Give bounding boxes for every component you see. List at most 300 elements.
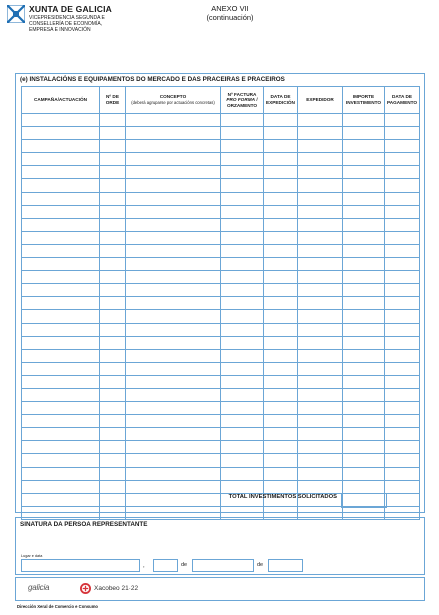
table-cell[interactable] xyxy=(100,441,126,454)
table-cell[interactable] xyxy=(343,467,385,480)
table-cell[interactable] xyxy=(221,127,264,140)
table-row xyxy=(22,127,420,140)
table-cell[interactable] xyxy=(343,166,385,179)
total-amount-field[interactable] xyxy=(341,493,387,508)
table-cell[interactable] xyxy=(22,284,100,297)
table-cell[interactable] xyxy=(221,166,264,179)
table-cell[interactable] xyxy=(385,284,420,297)
table-cell[interactable] xyxy=(343,428,385,441)
table-cell[interactable] xyxy=(126,244,221,257)
table-cell[interactable] xyxy=(385,153,420,166)
col-issue-date: DATA DE EXPEDICIÓN xyxy=(264,87,298,114)
table-cell[interactable] xyxy=(100,375,126,388)
org-department: VICEPRESIDENCIA SEGUNDA E CONSELLERÍA DE ECONOMÍA, EMPRESA E INNOVACIÓN xyxy=(29,15,105,33)
table-cell[interactable] xyxy=(126,258,221,271)
table-row xyxy=(22,218,420,231)
table-row xyxy=(22,362,420,375)
table-cell[interactable] xyxy=(22,349,100,362)
table-cell[interactable] xyxy=(298,127,343,140)
table-cell[interactable] xyxy=(126,192,221,205)
table-cell[interactable] xyxy=(100,231,126,244)
table-cell[interactable] xyxy=(126,271,221,284)
xunta-emblem-icon xyxy=(7,5,25,23)
table-cell[interactable] xyxy=(298,428,343,441)
table-cell[interactable] xyxy=(100,310,126,323)
table-cell[interactable] xyxy=(298,323,343,336)
xunta-logo xyxy=(7,4,117,34)
table-cell[interactable] xyxy=(100,415,126,428)
table-cell[interactable] xyxy=(298,402,343,415)
table-cell[interactable] xyxy=(100,179,126,192)
table-cell[interactable] xyxy=(385,218,420,231)
table-cell[interactable] xyxy=(264,402,298,415)
table-cell[interactable] xyxy=(100,244,126,257)
table-cell[interactable] xyxy=(221,388,264,401)
table-cell[interactable] xyxy=(221,218,264,231)
table-cell[interactable] xyxy=(221,271,264,284)
table-cell[interactable] xyxy=(100,284,126,297)
table-cell[interactable] xyxy=(343,114,385,127)
table-row xyxy=(22,467,420,480)
table-cell[interactable] xyxy=(385,310,420,323)
table-cell[interactable] xyxy=(385,271,420,284)
table-cell[interactable] xyxy=(221,362,264,375)
table-row xyxy=(22,192,420,205)
table-row xyxy=(22,480,420,493)
table-row xyxy=(22,336,420,349)
table-cell[interactable] xyxy=(385,428,420,441)
table-cell[interactable] xyxy=(126,336,221,349)
table-cell[interactable] xyxy=(298,140,343,153)
table-cell[interactable] xyxy=(298,231,343,244)
table-cell[interactable] xyxy=(264,192,298,205)
table-cell[interactable] xyxy=(343,402,385,415)
table-cell[interactable] xyxy=(298,258,343,271)
table-row xyxy=(22,323,420,336)
section-title: (e) INSTALACIÓNS E EQUIPAMENTOS DO MERCADO E DAS PRACEIRAS E PRACEIROS xyxy=(20,76,285,83)
table-cell[interactable] xyxy=(343,454,385,467)
table-cell[interactable] xyxy=(343,179,385,192)
table-cell[interactable] xyxy=(343,441,385,454)
table-cell[interactable] xyxy=(298,166,343,179)
table-cell[interactable] xyxy=(22,205,100,218)
place-field[interactable] xyxy=(21,559,140,572)
xacobeo-logo-text: Xacobeo 21·22 xyxy=(94,585,139,592)
table-cell[interactable] xyxy=(343,297,385,310)
table-cell[interactable] xyxy=(100,467,126,480)
table-cell[interactable] xyxy=(264,258,298,271)
table-cell[interactable] xyxy=(298,388,343,401)
table-cell[interactable] xyxy=(343,205,385,218)
table-cell[interactable] xyxy=(100,388,126,401)
table-row xyxy=(22,349,420,362)
table-row xyxy=(22,284,420,297)
table-cell[interactable] xyxy=(22,493,100,506)
table-cell[interactable] xyxy=(126,284,221,297)
table-cell[interactable] xyxy=(22,336,100,349)
table-cell[interactable] xyxy=(100,349,126,362)
table-cell[interactable] xyxy=(221,153,264,166)
table-cell[interactable] xyxy=(385,480,420,493)
table-cell[interactable] xyxy=(22,271,100,284)
galicia-logo: galicia xyxy=(28,583,50,592)
table-cell[interactable] xyxy=(264,127,298,140)
table-cell[interactable] xyxy=(343,388,385,401)
table-cell[interactable] xyxy=(100,153,126,166)
table-cell[interactable] xyxy=(221,192,264,205)
table-row xyxy=(22,244,420,257)
table-cell[interactable] xyxy=(343,140,385,153)
table-cell[interactable] xyxy=(100,362,126,375)
table-cell[interactable] xyxy=(264,323,298,336)
table-cell[interactable] xyxy=(385,388,420,401)
table-cell[interactable] xyxy=(221,454,264,467)
table-cell[interactable] xyxy=(264,297,298,310)
table-cell[interactable] xyxy=(264,166,298,179)
de-label-2: de xyxy=(257,562,264,568)
table-cell[interactable] xyxy=(264,231,298,244)
table-cell[interactable] xyxy=(343,192,385,205)
table-cell[interactable] xyxy=(264,205,298,218)
table-row xyxy=(22,258,420,271)
table-cell[interactable] xyxy=(221,349,264,362)
table-cell[interactable] xyxy=(343,415,385,428)
table-cell[interactable] xyxy=(126,480,221,493)
xacobeo-emblem-icon xyxy=(80,583,91,594)
table-cell[interactable] xyxy=(343,153,385,166)
table-cell[interactable] xyxy=(221,480,264,493)
table-cell[interactable] xyxy=(22,362,100,375)
table-cell[interactable] xyxy=(264,388,298,401)
table-cell[interactable] xyxy=(126,402,221,415)
table-cell[interactable] xyxy=(343,310,385,323)
table-cell[interactable] xyxy=(22,297,100,310)
department-name: Dirección Xeral de Comercio e Consumo xyxy=(17,604,98,609)
table-cell[interactable] xyxy=(100,454,126,467)
table-cell[interactable] xyxy=(221,284,264,297)
table-cell[interactable] xyxy=(126,231,221,244)
table-cell[interactable] xyxy=(221,114,264,127)
table-cell[interactable] xyxy=(22,231,100,244)
table-cell[interactable] xyxy=(343,336,385,349)
table-cell[interactable] xyxy=(385,402,420,415)
table-row xyxy=(22,153,420,166)
table-cell[interactable] xyxy=(221,428,264,441)
table-cell[interactable] xyxy=(264,244,298,257)
table-cell[interactable] xyxy=(100,402,126,415)
table-cell[interactable] xyxy=(22,441,100,454)
table-cell[interactable] xyxy=(100,166,126,179)
table-cell[interactable] xyxy=(264,415,298,428)
table-cell[interactable] xyxy=(385,231,420,244)
table-cell[interactable] xyxy=(100,336,126,349)
col-campaign: CAMPAÑA/ACTUACIÓN xyxy=(22,87,100,114)
table-cell[interactable] xyxy=(22,244,100,257)
table-cell[interactable] xyxy=(126,323,221,336)
table-cell[interactable] xyxy=(298,454,343,467)
table-cell[interactable] xyxy=(385,258,420,271)
table-cell[interactable] xyxy=(298,375,343,388)
month-field[interactable] xyxy=(192,559,254,572)
table-row xyxy=(22,297,420,310)
table-cell[interactable] xyxy=(385,415,420,428)
table-cell[interactable] xyxy=(126,375,221,388)
table-cell[interactable] xyxy=(22,258,100,271)
table-cell[interactable] xyxy=(22,323,100,336)
table-cell[interactable] xyxy=(298,467,343,480)
annex-heading xyxy=(180,4,280,22)
table-cell[interactable] xyxy=(22,140,100,153)
table-cell[interactable] xyxy=(126,205,221,218)
table-cell[interactable] xyxy=(22,388,100,401)
table-cell[interactable] xyxy=(385,140,420,153)
signature-title: SINATURA DA PERSOA REPRESENTANTE xyxy=(20,521,148,528)
table-cell[interactable] xyxy=(264,284,298,297)
table-cell[interactable] xyxy=(385,336,420,349)
table-cell[interactable] xyxy=(126,297,221,310)
table-cell[interactable] xyxy=(343,218,385,231)
table-cell[interactable] xyxy=(22,310,100,323)
table-cell[interactable] xyxy=(298,349,343,362)
table-cell[interactable] xyxy=(221,323,264,336)
table-row xyxy=(22,441,420,454)
table-cell[interactable] xyxy=(264,467,298,480)
table-row xyxy=(22,415,420,428)
table-cell[interactable] xyxy=(385,362,420,375)
table-cell[interactable] xyxy=(221,441,264,454)
table-cell[interactable] xyxy=(221,336,264,349)
col-concept: CONCEPTO (deberá agruparse por actuacións concretas) xyxy=(126,87,221,114)
year-field[interactable] xyxy=(268,559,303,572)
table-cell[interactable] xyxy=(298,297,343,310)
table-row xyxy=(22,205,420,218)
col-amount: IMPORTE INVESTIMENTO xyxy=(343,87,385,114)
table-cell[interactable] xyxy=(385,205,420,218)
table-cell[interactable] xyxy=(100,271,126,284)
table-cell[interactable] xyxy=(298,244,343,257)
table-cell[interactable] xyxy=(298,310,343,323)
table-cell[interactable] xyxy=(385,493,420,506)
table-cell[interactable] xyxy=(343,244,385,257)
table-cell[interactable] xyxy=(343,480,385,493)
org-name: XUNTA DE GALICIA xyxy=(29,4,113,14)
table-cell[interactable] xyxy=(343,349,385,362)
table-cell[interactable] xyxy=(298,153,343,166)
table-row xyxy=(22,166,420,179)
table-cell[interactable] xyxy=(22,153,100,166)
annex-title: ANEXO VII xyxy=(211,4,249,13)
table-cell[interactable] xyxy=(264,428,298,441)
de-label-1: de xyxy=(181,562,188,568)
table-cell[interactable] xyxy=(126,114,221,127)
table-cell[interactable] xyxy=(126,388,221,401)
table-cell[interactable] xyxy=(126,153,221,166)
table-cell[interactable] xyxy=(22,375,100,388)
table-cell[interactable] xyxy=(264,140,298,153)
table-row xyxy=(22,114,420,127)
place-date-label: Lugar e data xyxy=(21,554,43,558)
table-cell[interactable] xyxy=(298,336,343,349)
table-cell[interactable] xyxy=(100,428,126,441)
table-cell[interactable] xyxy=(22,218,100,231)
table-cell[interactable] xyxy=(298,179,343,192)
table-cell[interactable] xyxy=(126,362,221,375)
table-cell[interactable] xyxy=(100,140,126,153)
table-cell[interactable] xyxy=(100,480,126,493)
table-row xyxy=(22,402,420,415)
table-cell[interactable] xyxy=(22,428,100,441)
table-cell[interactable] xyxy=(298,284,343,297)
table-cell[interactable] xyxy=(126,166,221,179)
table-cell[interactable] xyxy=(343,362,385,375)
table-cell[interactable] xyxy=(385,166,420,179)
table-cell[interactable] xyxy=(264,375,298,388)
table-cell[interactable] xyxy=(100,218,126,231)
table-cell[interactable] xyxy=(22,454,100,467)
table-row xyxy=(22,271,420,284)
table-cell[interactable] xyxy=(298,114,343,127)
table-cell[interactable] xyxy=(221,415,264,428)
table-row xyxy=(22,454,420,467)
table-cell[interactable] xyxy=(298,192,343,205)
table-cell[interactable] xyxy=(343,284,385,297)
table-row xyxy=(22,179,420,192)
table-cell[interactable] xyxy=(221,244,264,257)
table-cell[interactable] xyxy=(264,349,298,362)
total-label: TOTAL INVESTIMENTOS SOLICITADOS xyxy=(228,494,337,500)
table-cell[interactable] xyxy=(100,297,126,310)
table-cell[interactable] xyxy=(126,127,221,140)
signature-section xyxy=(15,517,425,575)
table-cell[interactable] xyxy=(343,375,385,388)
table-cell[interactable] xyxy=(126,349,221,362)
day-field[interactable] xyxy=(153,559,178,572)
table-cell[interactable] xyxy=(264,441,298,454)
table-cell[interactable] xyxy=(22,415,100,428)
table-cell[interactable] xyxy=(22,192,100,205)
table-cell[interactable] xyxy=(298,205,343,218)
table-cell[interactable] xyxy=(385,454,420,467)
col-payment-date: DATA DE PAGAMENTO xyxy=(385,87,420,114)
col-invoice: Nº FACTURA PRO FORMA / ORZAMENTO xyxy=(221,87,264,114)
table-cell[interactable] xyxy=(343,127,385,140)
table-cell[interactable] xyxy=(264,454,298,467)
table-cell[interactable] xyxy=(221,179,264,192)
table-cell[interactable] xyxy=(100,127,126,140)
table-cell[interactable] xyxy=(126,415,221,428)
table-cell[interactable] xyxy=(221,310,264,323)
table-cell[interactable] xyxy=(298,480,343,493)
table-cell[interactable] xyxy=(126,428,221,441)
col-order-number: Nº DE ORDE xyxy=(100,87,126,114)
table-cell[interactable] xyxy=(385,244,420,257)
table-cell[interactable] xyxy=(100,258,126,271)
table-cell[interactable] xyxy=(264,336,298,349)
table-cell[interactable] xyxy=(343,231,385,244)
table-cell[interactable] xyxy=(385,114,420,127)
table-row xyxy=(22,140,420,153)
comma-separator: , xyxy=(143,563,145,569)
table-cell[interactable] xyxy=(298,362,343,375)
table-cell[interactable] xyxy=(385,349,420,362)
table-header-row xyxy=(22,87,420,114)
table-cell[interactable] xyxy=(385,297,420,310)
table-cell[interactable] xyxy=(100,205,126,218)
table-cell[interactable] xyxy=(126,179,221,192)
col-issuer: EXPEDIDOR xyxy=(298,87,343,114)
table-cell[interactable] xyxy=(22,114,100,127)
table-cell[interactable] xyxy=(385,323,420,336)
table-cell[interactable] xyxy=(385,467,420,480)
table-cell[interactable] xyxy=(22,402,100,415)
table-cell[interactable] xyxy=(264,218,298,231)
table-cell[interactable] xyxy=(264,310,298,323)
footer-logos xyxy=(15,577,425,601)
table-row xyxy=(22,231,420,244)
table-cell[interactable] xyxy=(22,127,100,140)
table-cell[interactable] xyxy=(385,441,420,454)
table-cell[interactable] xyxy=(126,493,221,506)
table-cell[interactable] xyxy=(22,467,100,480)
table-cell[interactable] xyxy=(343,258,385,271)
table-row xyxy=(22,388,420,401)
annex-subtitle: (continuación) xyxy=(206,13,254,22)
table-cell[interactable] xyxy=(22,179,100,192)
table-cell[interactable] xyxy=(343,323,385,336)
table-cell[interactable] xyxy=(100,114,126,127)
table-cell[interactable] xyxy=(298,415,343,428)
table-cell[interactable] xyxy=(298,441,343,454)
table-cell[interactable] xyxy=(298,218,343,231)
table-cell[interactable] xyxy=(221,402,264,415)
table-cell[interactable] xyxy=(126,454,221,467)
table-cell[interactable] xyxy=(100,192,126,205)
table-cell[interactable] xyxy=(264,362,298,375)
table-cell[interactable] xyxy=(126,467,221,480)
table-cell[interactable] xyxy=(221,467,264,480)
table-cell[interactable] xyxy=(22,480,100,493)
table-cell[interactable] xyxy=(264,271,298,284)
table-row xyxy=(22,375,420,388)
table-cell[interactable] xyxy=(221,231,264,244)
table-cell[interactable] xyxy=(221,375,264,388)
table-cell[interactable] xyxy=(343,271,385,284)
table-cell[interactable] xyxy=(221,205,264,218)
table-cell[interactable] xyxy=(385,179,420,192)
table-cell[interactable] xyxy=(126,140,221,153)
table-cell[interactable] xyxy=(385,375,420,388)
investments-table xyxy=(21,86,420,520)
table-cell[interactable] xyxy=(100,493,126,506)
table-cell[interactable] xyxy=(264,114,298,127)
table-cell[interactable] xyxy=(264,480,298,493)
table-row xyxy=(22,310,420,323)
table-cell[interactable] xyxy=(100,323,126,336)
table-cell[interactable] xyxy=(264,179,298,192)
table-cell[interactable] xyxy=(126,310,221,323)
table-cell[interactable] xyxy=(221,140,264,153)
table-cell[interactable] xyxy=(264,153,298,166)
table-cell[interactable] xyxy=(221,258,264,271)
table-cell[interactable] xyxy=(22,166,100,179)
table-cell[interactable] xyxy=(298,271,343,284)
table-cell[interactable] xyxy=(126,218,221,231)
table-cell[interactable] xyxy=(385,192,420,205)
table-cell[interactable] xyxy=(126,441,221,454)
table-cell[interactable] xyxy=(221,297,264,310)
table-cell[interactable] xyxy=(385,127,420,140)
investments-section xyxy=(15,73,425,513)
